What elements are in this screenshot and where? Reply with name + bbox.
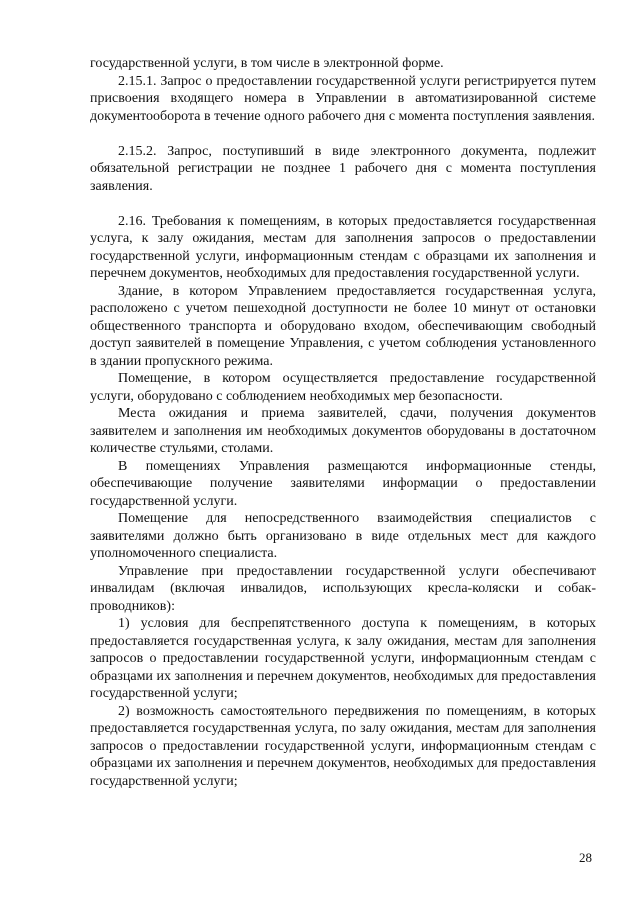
paragraph-info-stands: В помещениях Управления размещаются информационные стенды, обеспечивающие получение заявителями информации о предоставлении государственной услуги.	[90, 458, 596, 509]
paragraph-2-15-2: 2.15.2. Запрос, поступивший в виде электронного документа, подлежит обязательной регистрации не позднее 1 рабочего дня с момента поступления заявления.	[90, 143, 596, 194]
document-body	[90, 55, 596, 790]
list-item-2: 2) возможность самостоятельного передвижения по помещениям, в которых предоставляется государственная услуга, по залу ожидания, местам для заполнения запросов о предоставлении государственной услуги, информационным стендам с образцами их заполнения и перечнем документов, необходимых для предоставления государственной услуги;	[90, 703, 596, 789]
page-number: 28	[579, 850, 592, 865]
paragraph-premises-safety: Помещение, в котором осуществляется предоставление государственной услуги, оборудовано с соблюдением необходимых мер безопасности.	[90, 371, 596, 404]
paragraph-continuation: государственной услуги, в том числе в электронной форме.	[90, 56, 444, 71]
paragraph-2-15-1: 2.15.1. Запрос о предоставлении государственной услуги регистрируется путем присвоения входящего номера в Управлении в автоматизированной системе документооборота в течение одного рабочего дня с момента поступления заявления.	[90, 73, 596, 124]
paragraph-building: Здание, в котором Управлением предоставляется государственная услуга, расположено с учетом пешеходной доступности не более 10 минут от остановки общественного транспорта и оборудовано входом, обеспечивающим свободный доступ заявителей в помещение Управления, с учетом соблюдения установленного в здании пропускного режима.	[90, 283, 596, 369]
list-item-1: 1) условия для беспрепятственного доступа к помещениям, в которых предоставляется государственная услуга, к залу ожидания, местам для заполнения запросов о предоставлении государственной услуги, информационным стендам с образцами их заполнения и перечнем документов, необходимых для предоставления государственной услуги;	[90, 616, 596, 701]
paragraph-interaction-room: Помещение для непосредственного взаимодействия специалистов с заявителями должно быть организовано в виде отдельных мест для каждого уполномоченного специалиста.	[90, 511, 596, 561]
paragraph-disabled-access: Управление при предоставлении государственной услуги обеспечивают инвалидам (включая инвалидов, использующих кресла-коляски и собак-проводников):	[90, 563, 596, 614]
paragraph-2-16: 2.16. Требования к помещениям, в которых предоставляется государственная услуга, к залу ожидания, местам для заполнения запросов о предоставлении государственной услуги, информационным стендам с образцами их заполнения и перечнем документов, необходимых для предоставления государственной услуги.	[90, 213, 596, 281]
paragraph-waiting-places: Места ожидания и приема заявителей, сдачи, получения документов заявителем и заполнения им необходимых документов оборудованы в достаточном количестве стульями, столами.	[90, 406, 596, 456]
